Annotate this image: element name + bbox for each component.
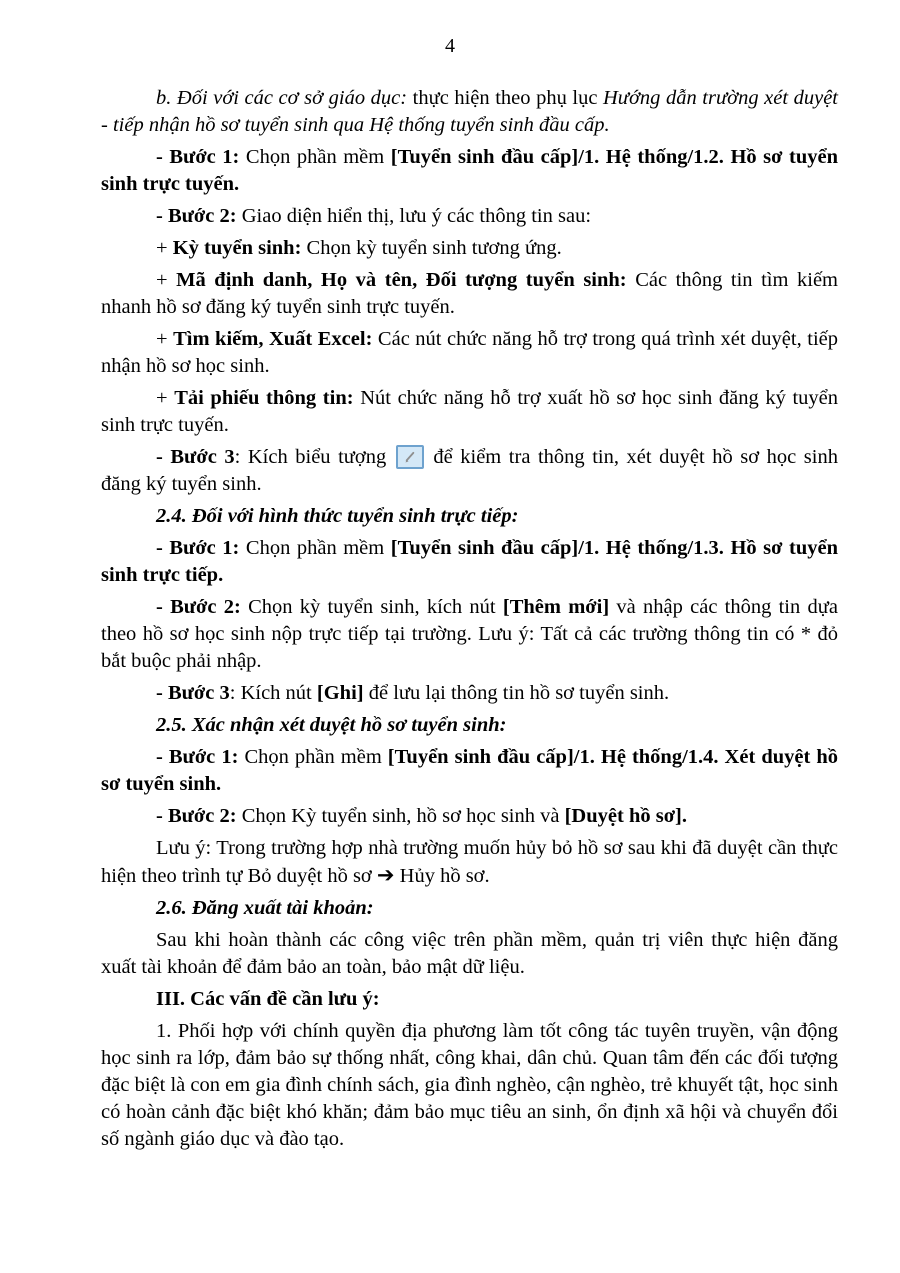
text-run: để kiểm tra thông tin, xét duyệt hồ sơ học sinh đăng ký tuyển sinh.: [101, 446, 838, 495]
text-run: III. Các vấn đề cần lưu ý:: [156, 988, 380, 1010]
text-run: Chọn phần mềm: [245, 537, 391, 559]
text-run: thực hiện theo phụ lục: [412, 87, 603, 109]
para-step2-approve: [101, 803, 838, 830]
edit-pencil-icon: [396, 445, 424, 469]
text-run: [Tuyển sinh đầu cấp]/1. Hệ thống/1.2. Hồ sơ tuyển sinh trực tuyến.: [101, 146, 838, 195]
para-luu-y-huy-ho-so: [101, 835, 838, 890]
text-run: 2.6. Đăng xuất tài khoản:: [156, 897, 374, 919]
para-tai-phieu-thong-tin: [101, 385, 838, 439]
para-step3-direct: [101, 680, 838, 707]
heading-2-6: [101, 895, 838, 922]
heading-2-5: [101, 712, 838, 739]
text-run: - Bước 2:: [156, 596, 249, 618]
text-run: Giao diện hiển thị, lưu ý các thông tin sau:: [241, 205, 592, 227]
text-run: +: [156, 237, 173, 259]
text-run: Kỳ tuyển sinh:: [172, 237, 307, 259]
text-run: +: [156, 387, 175, 409]
heading-2-4: [101, 503, 838, 530]
text-run: +: [156, 328, 174, 350]
text-run: Chọn kỳ tuyển sinh tương ứng.: [306, 237, 562, 259]
text-run: - Bước 3: [156, 682, 230, 704]
para-step3-online: [101, 444, 838, 498]
text-run: Hủy hồ sơ.: [394, 865, 490, 887]
text-run: +: [156, 269, 177, 291]
para-ma-dinh-danh: [101, 267, 838, 321]
text-run: Nút chức năng hỗ trợ xuất hồ sơ học sinh đăng ký tuyển sinh trực tuyến.: [101, 387, 838, 436]
text-run: Lưu ý: Trong trường hợp nhà trường muốn hủy bỏ hồ sơ sau khi đã duyệt cần thực hiện theo trình tự Bỏ duyệt hồ sơ: [101, 837, 838, 887]
text-run: Tìm kiếm, Xuất Excel:: [173, 328, 378, 350]
para-step1-approve: [101, 744, 838, 798]
text-run: Hướng dẫn trường xét duyệt - tiếp nhận hồ sơ tuyển sinh qua Hệ thống tuyển sinh đầu cấp.: [101, 87, 839, 136]
text-run: Sau khi hoàn thành các công việc trên phần mềm, quản trị viên thực hiện đăng xuất tài khoản để đảm bảo an toàn, bảo mật dữ liệu.: [101, 929, 838, 978]
text-run: - Bước 1:: [156, 746, 245, 768]
text-run: [Thêm mới]: [502, 596, 610, 618]
text-run: - Bước 1:: [156, 146, 246, 168]
page-number: 4: [445, 35, 455, 57]
text-run: để lưu lại thông tin hồ sơ tuyển sinh.: [363, 682, 670, 704]
text-run: - Bước 1:: [156, 537, 246, 559]
para-tim-kiem-xuat-excel: [101, 326, 838, 380]
text-run: 1. Phối hợp với chính quyền địa phương làm tốt công tác tuyên truyền, vận động học sinh ra lớp, đảm bảo sự thống nhất, công khai, dân chủ. Quan tâm đến các đối tượng đặc biệt là con em gia đình chính sách, gia đình nghèo, cận nghèo, trẻ khuyết tật, học sinh có hoàn cảnh đặc biệt khó khăn; đảm bảo mục tiêu an sinh, ổn định xã hội và chuyển đổi số ngành giáo dục và đào tạo.: [101, 1020, 838, 1150]
para-dang-xuat: [101, 927, 838, 981]
text-run: - Bước 2:: [156, 805, 242, 827]
text-run: : Kích biểu tượng: [234, 446, 394, 468]
text-run: [Duyệt hồ sơ].: [564, 805, 687, 827]
para-note-1: [101, 1018, 838, 1153]
text-run: và nhập các thông tin dựa theo hồ sơ học sinh nộp trực tiếp tại trường. Lưu ý: Tất cả các trường thông tin có * đỏ bắt buộc phải nhập.: [101, 596, 838, 672]
para-step2-online: [101, 203, 838, 230]
text-run: Chọn kỳ tuyển sinh, kích nút: [248, 596, 503, 618]
para-ky-tuyen-sinh: [101, 235, 838, 262]
para-step1-online: [101, 144, 838, 198]
text-run: Chọn phần mềm: [244, 746, 388, 768]
text-run: Chọn Kỳ tuyển sinh, hồ sơ học sinh và: [241, 805, 565, 827]
document-body: [0, 58, 900, 1153]
para-step2-direct: [101, 594, 838, 675]
text-run: Tải phiếu thông tin:: [174, 387, 361, 409]
text-run: - Bước 2:: [156, 205, 242, 227]
text-run: [Tuyển sinh đầu cấp]/1. Hệ thống/1.3. Hồ sơ tuyển sinh trực tiếp.: [101, 537, 838, 586]
para-step1-direct: [101, 535, 838, 589]
text-run: 2.4. Đối với hình thức tuyển sinh trực tiếp:: [156, 505, 519, 527]
text-run: [Tuyển sinh đầu cấp]/1. Hệ thống/1.4. Xét duyệt hồ sơ tuyển sinh.: [101, 746, 838, 795]
text-run: Các thông tin tìm kiếm nhanh hồ sơ đăng ký tuyển sinh trực tuyến.: [101, 269, 839, 318]
text-run: [Ghi]: [316, 682, 364, 704]
text-run: Chọn phần mềm: [245, 146, 391, 168]
text-run: : Kích nút: [229, 682, 317, 704]
text-run: Các nút chức năng hỗ trợ trong quá trình xét duyệt, tiếp nhận hồ sơ học sinh.: [101, 328, 838, 377]
text-run: 2.5. Xác nhận xét duyệt hồ sơ tuyển sinh:: [156, 714, 507, 736]
text-run: Mã định danh, Họ và tên, Đối tượng tuyển sinh:: [176, 269, 636, 291]
heading-iii: [101, 986, 838, 1013]
text-run: ➔: [376, 863, 395, 887]
text-run: - Bước 3: [156, 446, 235, 468]
text-run: b. Đối với các cơ sở giáo dục:: [156, 87, 413, 109]
para-b-coso-giaoduc: [101, 85, 838, 139]
